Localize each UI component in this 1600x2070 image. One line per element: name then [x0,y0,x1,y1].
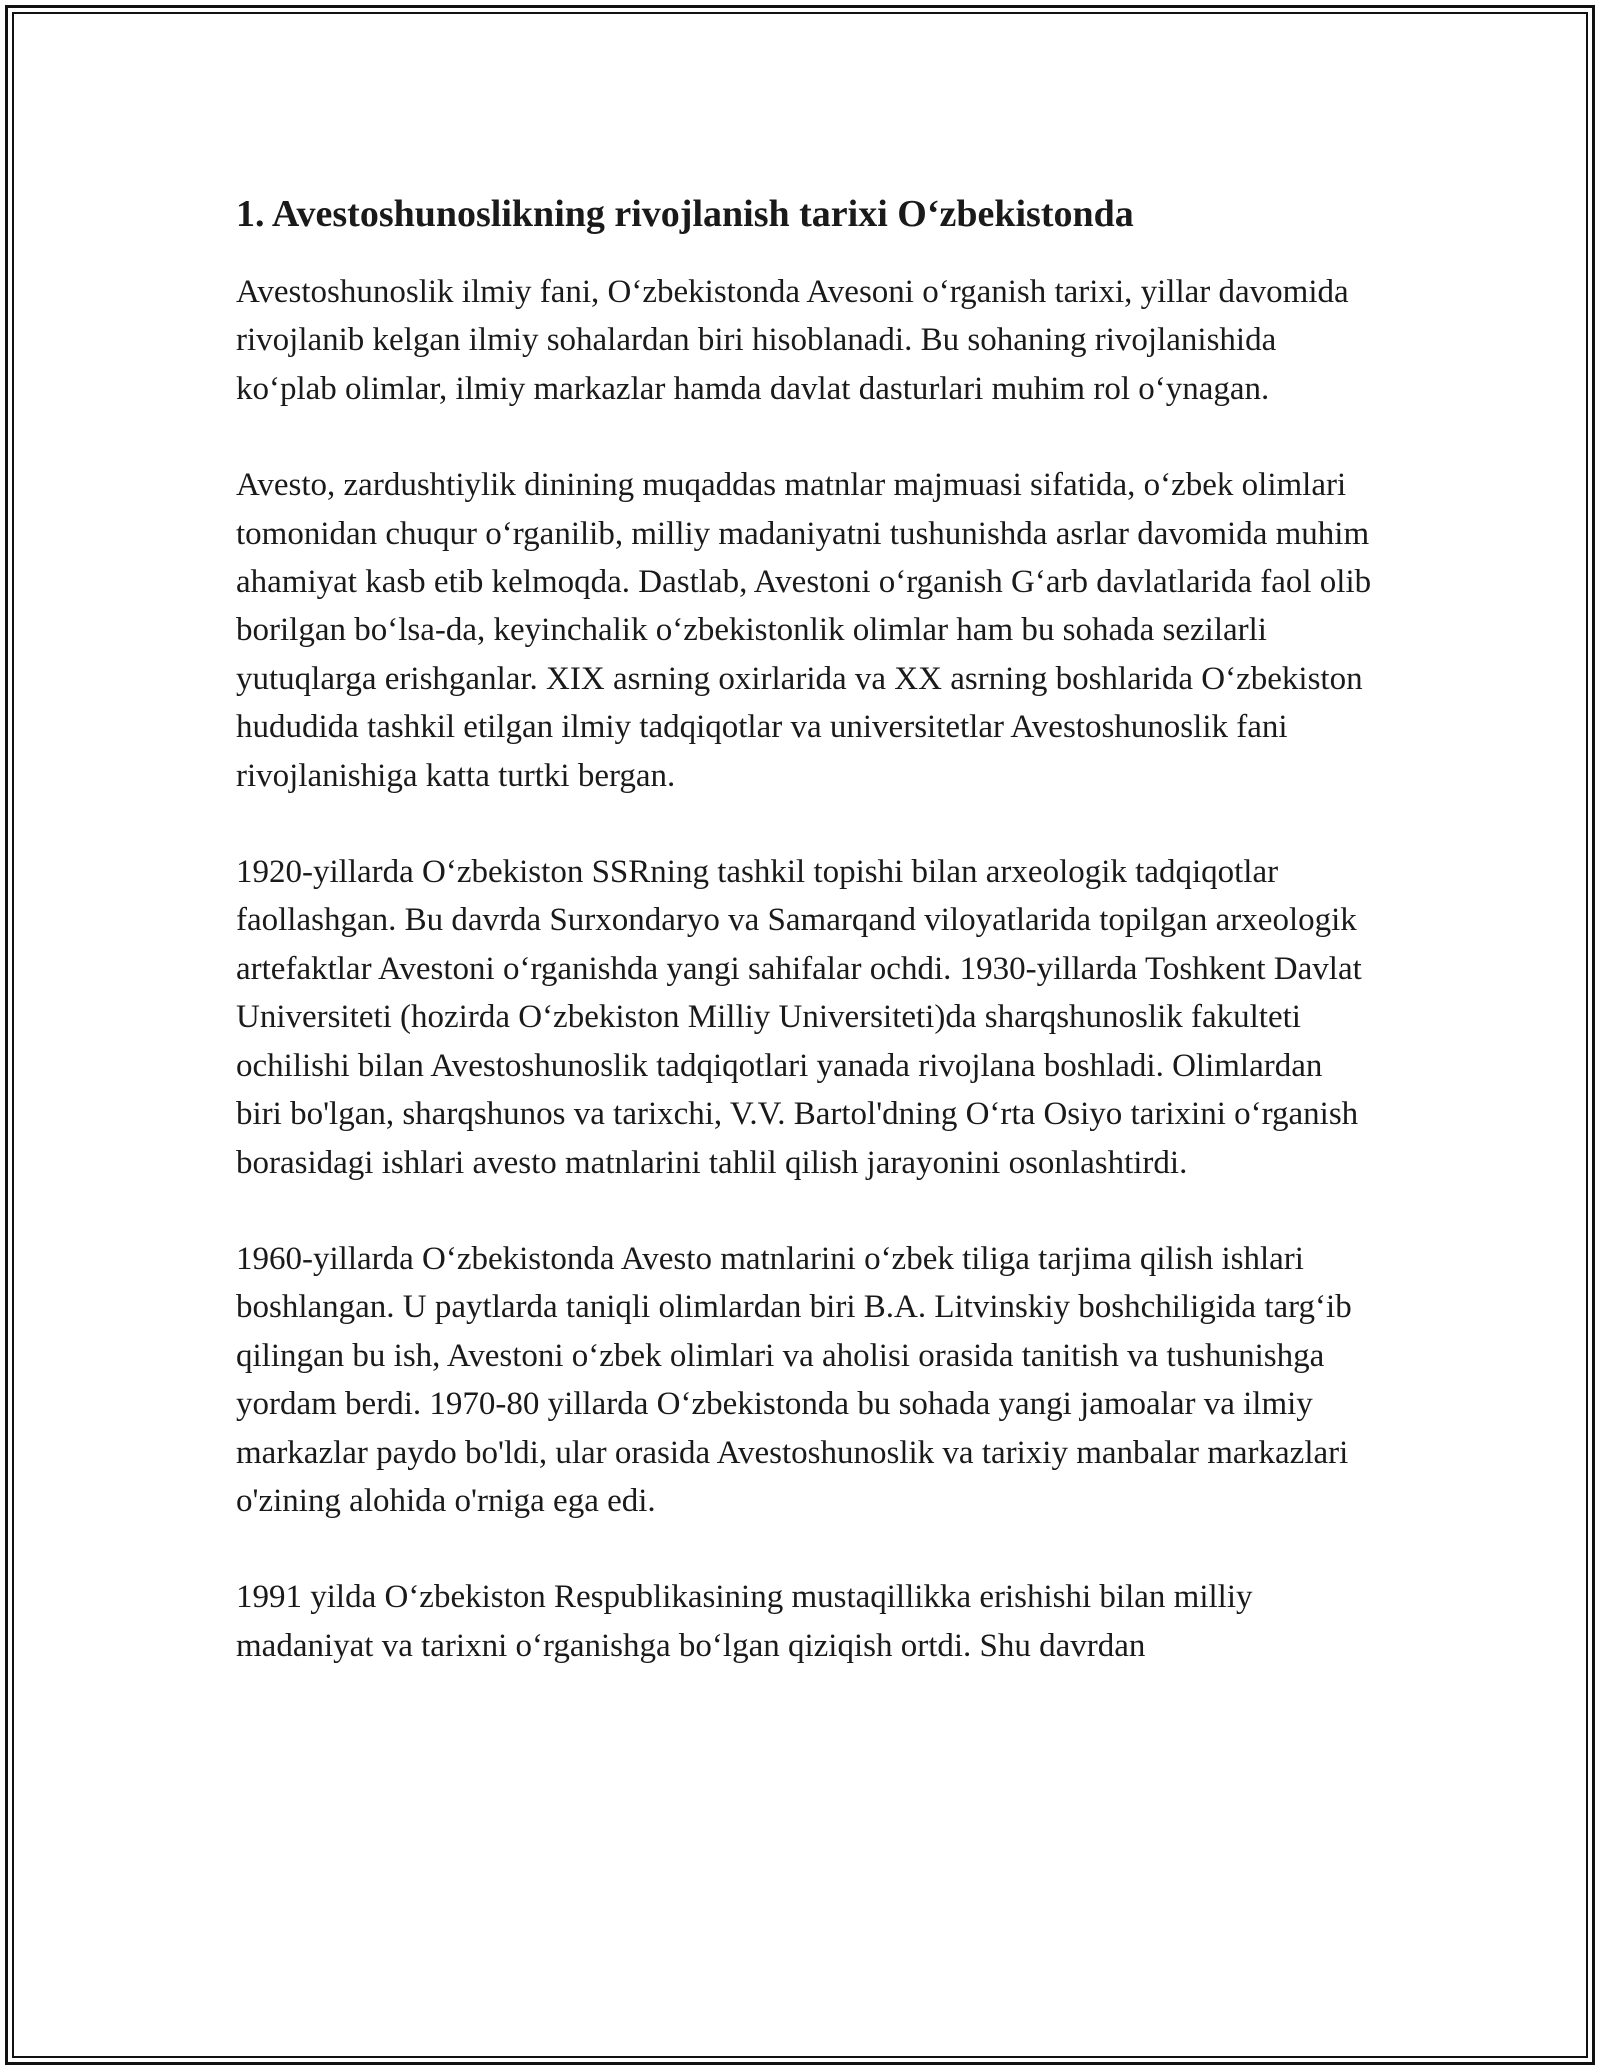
paragraph-avesto-study: Avesto, zardushtiylik dinining muqaddas matnlar majmuasi sifatida, o‘zbek olimlari tomonidan chuqur o‘rganilib, milliy madaniyatni tushunishda asrlar davomida muhim ahamiyat kasb etib kelmoqda. Dastlab, Avestoni o‘rganish G‘arb davlatlarida faol olib borilgan bo‘lsa-da, keyinchalik o‘zbekistonlik olimlar ham bu sohada sezilarli yutuqlarga erishganlar. XIX asrning oxirlarida va XX asrning boshlarida O‘zbekiston hududida tashkil etilgan ilmiy tadqiqotlar va universitetlar Avestoshunoslik fani rivojlanishiga katta turtki bergan. [236,467,1372,794]
paragraph-1960s: 1960-yillarda O‘zbekistonda Avesto matnlarini o‘zbek tiliga tarjima qilish ishlari boshlangan. U paytlarda taniqli olimlardan biri B.A. Litvinskiy boshchiligida targ‘ib qilingan bu ish, Avestoni o‘zbek olimlari va aholisi orasida tanitish va tushunishga yordam berdi. 1970-80 yillarda O‘zbekistonda bu sohada yangi jamoalar va ilmiy markazlar paydo bo'ldi, ular orasida Avestoshunoslik va tarixiy manbalar markazlari o'zining alohida o'rniga ega edi. [236,1240,1352,1519]
document-body [236,186,1376,1670]
paragraph-1920s: 1920-yillarda O‘zbekiston SSRning tashkil topishi bilan arxeologik tadqiqotlar faollashgan. Bu davrda Surxondaryo va Samarqand viloyatlarida topilgan arxeologik artefaktlar Avestoni o‘rganishda yangi sahifalar ochdi. 1930-yillarda Toshkent Davlat Universiteti (hozirda O‘zbekiston Milliy Universiteti)da sharqshunoslik fakulteti ochilishi bilan Avestoshunoslik tadqiqotlari yanada rivojlana boshladi. Olimlardan biri bo'lgan, sharqshunos va tarixchi, V.V. Bartol'dning O‘rta Osiyo tarixini o‘rganish borasidagi ishlari avesto matnlarini tahlil qilish jarayonini osonlashtirdi. [236,854,1362,1181]
paragraph-intro: Avestoshunoslik ilmiy fani, O‘zbekistonda Avesoni o‘rganish tarixi, yillar davomida rivojlanib kelgan ilmiy sohalardan biri hisoblanadi. Bu sohaning rivojlanishida ko‘plab olimlar, ilmiy markazlar hamda davlat dasturlari muhim rol o‘ynagan. [236,274,1349,407]
section-heading: 1. Avestoshunoslikning rivojlanish tarixi O‘zbekistonda [236,193,1134,235]
paragraph-1991: 1991 yilda O‘zbekiston Respublikasining mustaqillikka erishishi bilan milliy madaniyat va tarixni o‘rganishga bo‘lgan qiziqish ortdi. Shu davrdan [236,1579,1253,1664]
